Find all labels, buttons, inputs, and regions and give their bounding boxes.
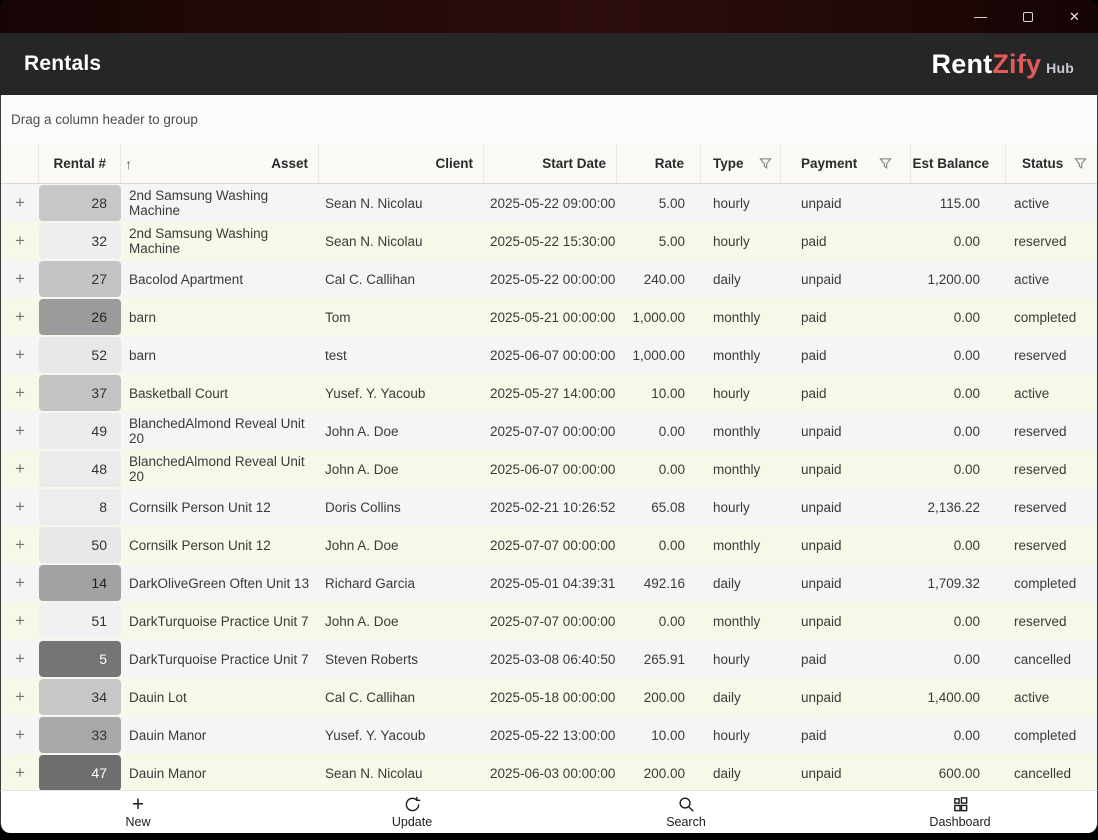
rate-cell: 0.00	[658, 423, 685, 439]
rate-cell: 0.00	[658, 613, 685, 629]
asset-cell: Basketball Court	[129, 385, 229, 401]
est-balance-cell: 0.00	[953, 461, 980, 477]
payment-cell: paid	[801, 385, 827, 401]
table-row[interactable]	[1, 336, 1097, 374]
header-type[interactable]	[701, 144, 781, 183]
est-balance-cell: 0.00	[953, 423, 980, 439]
new-button-label: New	[125, 814, 151, 829]
dashboard-button[interactable]	[823, 791, 1097, 833]
header-payment[interactable]	[781, 144, 911, 183]
client-cell: Richard Garcia	[325, 575, 416, 591]
start-date-cell: 2025-07-07 00:00:00	[490, 537, 616, 553]
table-row[interactable]	[1, 564, 1097, 602]
header-label: Start Date	[542, 156, 606, 171]
status-cell: active	[1014, 385, 1050, 401]
rate-cell: 200.00	[643, 765, 685, 781]
bottom-toolbar	[0, 790, 1098, 833]
payment-cell: unpaid	[801, 499, 842, 515]
asset-cell: DarkTurquoise Practice Unit 7	[129, 651, 309, 667]
client-cell: Cal C. Callihan	[325, 689, 416, 705]
rate-cell: 65.08	[651, 499, 685, 515]
payment-cell: unpaid	[801, 271, 842, 287]
client-cell: Steven Roberts	[325, 651, 419, 667]
expand-row-button[interactable]: +	[15, 345, 25, 364]
close-button[interactable]	[1051, 0, 1098, 33]
rental-number-badge: 26	[39, 299, 121, 335]
table-row[interactable]	[1, 412, 1097, 450]
est-balance-cell: 0.00	[953, 385, 980, 401]
start-date-cell: 2025-02-21 10:26:52	[490, 499, 616, 515]
rental-number-cell	[39, 374, 121, 412]
payment-cell: paid	[801, 651, 827, 667]
expand-row-button[interactable]: +	[15, 649, 25, 668]
start-date-cell: 2025-05-22 09:00:00	[490, 195, 616, 211]
payment-cell: unpaid	[801, 195, 842, 211]
est-balance-cell: 1,400.00	[927, 689, 980, 705]
dashboard-button-label: Dashboard	[929, 814, 991, 829]
start-date-cell: 2025-05-22 15:30:00	[490, 233, 616, 249]
rental-number-cell	[39, 564, 121, 602]
start-date-cell: 2025-05-21 00:00:00	[490, 309, 616, 325]
rate-cell: 1,000.00	[632, 347, 685, 363]
rate-cell: 265.91	[643, 651, 685, 667]
client-cell: test	[325, 347, 347, 363]
client-cell: Sean N. Nicolau	[325, 195, 423, 211]
type-cell: daily	[713, 271, 741, 287]
type-cell: daily	[713, 689, 741, 705]
filter-icon[interactable]	[759, 157, 772, 170]
est-balance-cell: 0.00	[953, 651, 980, 667]
asset-cell: barn	[129, 309, 157, 325]
status-cell: active	[1014, 271, 1050, 287]
rate-cell: 1,000.00	[632, 309, 685, 325]
status-cell: completed	[1014, 309, 1077, 325]
header-label: Client	[435, 156, 473, 171]
maximize-icon	[1023, 12, 1033, 22]
expand-row-button[interactable]: +	[15, 611, 25, 630]
type-cell: hourly	[713, 385, 750, 401]
est-balance-cell: 0.00	[953, 537, 980, 553]
asset-cell: BlanchedAlmond Reveal Unit 20	[129, 454, 305, 484]
type-cell: monthly	[713, 309, 761, 325]
rate-cell: 200.00	[643, 689, 685, 705]
payment-cell: unpaid	[801, 461, 842, 477]
minimize-icon: —	[974, 9, 987, 24]
type-cell: daily	[713, 575, 741, 591]
client-cell: John A. Doe	[325, 613, 399, 629]
start-date-cell: 2025-06-07 00:00:00	[490, 461, 616, 477]
rental-number-cell	[39, 412, 121, 450]
header-label: Payment	[801, 156, 858, 171]
rental-number-cell	[39, 640, 121, 678]
est-balance-cell: 0.00	[953, 347, 980, 363]
expand-row-button[interactable]: +	[15, 535, 25, 554]
expand-row-button[interactable]: +	[15, 193, 25, 212]
start-date-cell: 2025-07-07 00:00:00	[490, 613, 616, 629]
rental-number-cell	[39, 260, 121, 298]
filter-icon[interactable]	[879, 157, 892, 170]
table-row[interactable]	[1, 298, 1097, 336]
est-balance-cell: 0.00	[953, 233, 980, 249]
table-row[interactable]	[1, 488, 1097, 526]
rental-number-cell	[39, 488, 121, 526]
asset-cell: 2nd Samsung Washing Machine	[129, 188, 269, 218]
rental-number-badge: 49	[39, 413, 121, 449]
start-date-cell: 2025-05-01 04:39:31	[490, 575, 616, 591]
asset-cell: 2nd Samsung Washing Machine	[129, 226, 269, 256]
client-cell: Tom	[325, 309, 351, 325]
os-titlebar	[0, 0, 1098, 33]
search-button[interactable]	[549, 791, 823, 833]
start-date-cell: 2025-06-07 00:00:00	[490, 347, 616, 363]
rate-cell: 10.00	[651, 385, 685, 401]
table-row[interactable]	[1, 526, 1097, 564]
refresh-icon	[404, 796, 421, 814]
status-cell: reserved	[1014, 233, 1067, 249]
type-cell: monthly	[713, 461, 761, 477]
rate-cell: 0.00	[658, 461, 685, 477]
status-cell: completed	[1014, 575, 1077, 591]
type-cell: monthly	[713, 423, 761, 439]
status-cell: reserved	[1014, 461, 1067, 477]
type-cell: hourly	[713, 651, 750, 667]
start-date-cell: 2025-05-18 00:00:00	[490, 689, 616, 705]
payment-cell: unpaid	[801, 765, 842, 781]
rental-number-cell	[39, 222, 121, 260]
table-row[interactable]	[1, 374, 1097, 412]
rate-cell: 240.00	[643, 271, 685, 287]
rental-number-badge: 52	[39, 337, 121, 373]
page-title: Rentals	[24, 52, 102, 75]
client-cell: Doris Collins	[325, 499, 401, 515]
rental-number-cell	[39, 602, 121, 640]
rate-cell: 5.00	[658, 233, 685, 249]
est-balance-cell: 115.00	[939, 195, 980, 211]
expand-row-button[interactable]: +	[15, 421, 25, 440]
header-label: Asset	[271, 156, 308, 171]
table-row[interactable]	[1, 754, 1097, 790]
update-button-label: Update	[391, 814, 433, 829]
expand-row-button[interactable]: +	[15, 763, 25, 782]
est-balance-cell: 0.00	[953, 727, 980, 743]
plus-icon: +	[131, 792, 145, 816]
type-cell: hourly	[713, 195, 750, 211]
table-row[interactable]	[1, 640, 1097, 678]
est-balance-cell: 2,136.22	[927, 499, 980, 515]
rental-number-badge: 50	[39, 527, 121, 563]
start-date-cell: 2025-05-22 00:00:00	[490, 271, 616, 287]
window-bottom-edge	[0, 833, 1098, 840]
header-status[interactable]	[1006, 144, 1097, 183]
rental-number-badge: 37	[39, 375, 121, 411]
rental-number-cell	[39, 184, 121, 222]
asset-cell: Dauin Manor	[129, 765, 207, 781]
rate-cell: 0.00	[658, 537, 685, 553]
rental-number-cell	[39, 298, 121, 336]
type-cell: hourly	[713, 499, 750, 515]
start-date-cell: 2025-06-03 00:00:00	[490, 765, 616, 781]
table-row[interactable]	[1, 678, 1097, 716]
logo-zify: Zify	[992, 48, 1042, 79]
rental-number-badge: 32	[39, 223, 121, 259]
expand-row-button[interactable]: +	[15, 269, 25, 288]
payment-cell: unpaid	[801, 575, 842, 591]
asset-cell: Cornsilk Person Unit 12	[129, 499, 271, 515]
client-cell: John A. Doe	[325, 537, 399, 553]
logo-hub: Hub	[1046, 59, 1074, 76]
payment-cell: paid	[801, 309, 827, 325]
rental-number-badge: 8	[39, 489, 121, 525]
rental-number-badge: 51	[39, 603, 121, 639]
sort-ascending-icon: ↑	[125, 155, 132, 172]
expand-row-button[interactable]: +	[15, 725, 25, 744]
est-balance-cell: 600.00	[938, 765, 980, 781]
header-asset[interactable]	[121, 144, 319, 183]
payment-cell: unpaid	[801, 613, 842, 629]
header-label: Rental #	[53, 156, 106, 171]
status-cell: reserved	[1014, 347, 1067, 363]
client-cell: John A. Doe	[325, 461, 399, 477]
group-panel[interactable]	[1, 95, 1097, 144]
search-button-label: Search	[666, 814, 706, 829]
asset-cell: BlanchedAlmond Reveal Unit 20	[129, 416, 305, 446]
client-cell: Cal C. Callihan	[325, 271, 416, 287]
rate-cell: 10.00	[651, 727, 685, 743]
rate-cell: 5.00	[658, 195, 685, 211]
rental-number-badge: 27	[39, 261, 121, 297]
header-label: Type	[713, 156, 744, 171]
header-label: Rate	[654, 156, 684, 171]
payment-cell: paid	[801, 347, 827, 363]
type-cell: hourly	[713, 233, 750, 249]
est-balance-cell: 0.00	[953, 613, 980, 629]
expand-row-button[interactable]: +	[15, 231, 25, 250]
expand-row-button[interactable]: +	[15, 459, 25, 478]
rental-number-cell	[39, 754, 121, 790]
payment-cell: unpaid	[801, 689, 842, 705]
app-header	[0, 33, 1098, 95]
asset-cell: Dauin Lot	[129, 689, 187, 705]
search-icon	[678, 796, 695, 814]
status-cell: reserved	[1014, 423, 1067, 439]
table-row[interactable]	[1, 716, 1097, 754]
start-date-cell: 2025-03-08 06:40:50	[490, 651, 616, 667]
est-balance-cell: 1,709.32	[927, 575, 980, 591]
app-logo	[932, 49, 1074, 80]
header-expand-column	[1, 144, 39, 183]
rental-number-cell	[39, 526, 121, 564]
type-cell: monthly	[713, 347, 761, 363]
rental-number-badge: 33	[39, 717, 121, 753]
type-cell: monthly	[713, 537, 761, 553]
rental-number-badge: 5	[39, 641, 121, 677]
logo-rent: Rent	[931, 48, 993, 79]
group-panel-hint: Drag a column header to group	[11, 112, 198, 127]
rate-cell: 492.16	[643, 575, 685, 591]
close-icon: ✕	[1069, 8, 1080, 24]
table-row[interactable]	[1, 222, 1097, 260]
status-cell: reserved	[1014, 499, 1067, 515]
client-cell: Yusef. Y. Yacoub	[325, 385, 426, 401]
start-date-cell: 2025-05-22 13:00:00	[490, 727, 616, 743]
payment-cell: paid	[801, 233, 827, 249]
maximize-button[interactable]	[1004, 0, 1051, 33]
client-cell: Sean N. Nicolau	[325, 765, 423, 781]
rental-number-badge: 47	[39, 755, 121, 790]
type-cell: hourly	[713, 727, 750, 743]
table-header	[1, 144, 1097, 184]
status-cell: reserved	[1014, 613, 1067, 629]
expand-row-button[interactable]: +	[15, 687, 25, 706]
status-cell: cancelled	[1014, 765, 1072, 781]
expand-row-button[interactable]: +	[15, 307, 25, 326]
header-est-balance[interactable]	[911, 144, 1006, 183]
status-cell: completed	[1014, 727, 1077, 743]
grid-container	[0, 95, 1098, 790]
start-date-cell: 2025-05-27 14:00:00	[490, 385, 616, 401]
expand-row-button[interactable]: +	[15, 497, 25, 516]
header-rate[interactable]	[617, 144, 701, 183]
rental-number-cell	[39, 450, 121, 488]
asset-cell: DarkTurquoise Practice Unit 7	[129, 613, 309, 629]
asset-cell: Cornsilk Person Unit 12	[129, 537, 271, 553]
est-balance-cell: 1,200.00	[927, 271, 980, 287]
est-balance-cell: 0.00	[953, 309, 980, 325]
header-label: Status	[1022, 156, 1064, 171]
payment-cell: paid	[801, 727, 827, 743]
payment-cell: unpaid	[801, 537, 842, 553]
table-row[interactable]	[1, 602, 1097, 640]
client-cell: Yusef. Y. Yacoub	[325, 727, 426, 743]
payment-cell: unpaid	[801, 423, 842, 439]
status-cell: reserved	[1014, 537, 1067, 553]
start-date-cell: 2025-07-07 00:00:00	[490, 423, 616, 439]
rental-number-badge: 28	[39, 185, 121, 221]
asset-cell: Bacolod Apartment	[129, 271, 244, 287]
new-button[interactable]	[1, 791, 275, 833]
table-row[interactable]	[1, 260, 1097, 298]
rental-number-cell	[39, 336, 121, 374]
filter-icon[interactable]	[1074, 157, 1087, 170]
rental-number-badge: 48	[39, 451, 121, 487]
rental-number-badge: 14	[39, 565, 121, 601]
expand-row-button[interactable]: +	[15, 573, 25, 592]
minimize-button[interactable]	[957, 0, 1004, 33]
status-cell: active	[1014, 689, 1050, 705]
status-cell: cancelled	[1014, 651, 1072, 667]
table-body	[1, 184, 1097, 790]
rental-number-cell	[39, 716, 121, 754]
asset-cell: barn	[129, 347, 157, 363]
asset-cell: DarkOliveGreen Often Unit 13	[129, 575, 310, 591]
type-cell: monthly	[713, 613, 761, 629]
status-cell: active	[1014, 195, 1050, 211]
table-row[interactable]	[1, 450, 1097, 488]
header-rental-number[interactable]	[39, 144, 121, 183]
header-client[interactable]	[319, 144, 484, 183]
dashboard-icon	[952, 796, 969, 814]
client-cell: John A. Doe	[325, 423, 399, 439]
client-cell: Sean N. Nicolau	[325, 233, 423, 249]
type-cell: daily	[713, 765, 741, 781]
header-label: Est Balance	[912, 156, 989, 171]
rental-number-cell	[39, 678, 121, 716]
update-button[interactable]	[275, 791, 549, 833]
rental-number-badge: 34	[39, 679, 121, 715]
table-row[interactable]	[1, 184, 1097, 222]
header-start-date[interactable]	[484, 144, 617, 183]
asset-cell: Dauin Manor	[129, 727, 207, 743]
expand-row-button[interactable]: +	[15, 383, 25, 402]
